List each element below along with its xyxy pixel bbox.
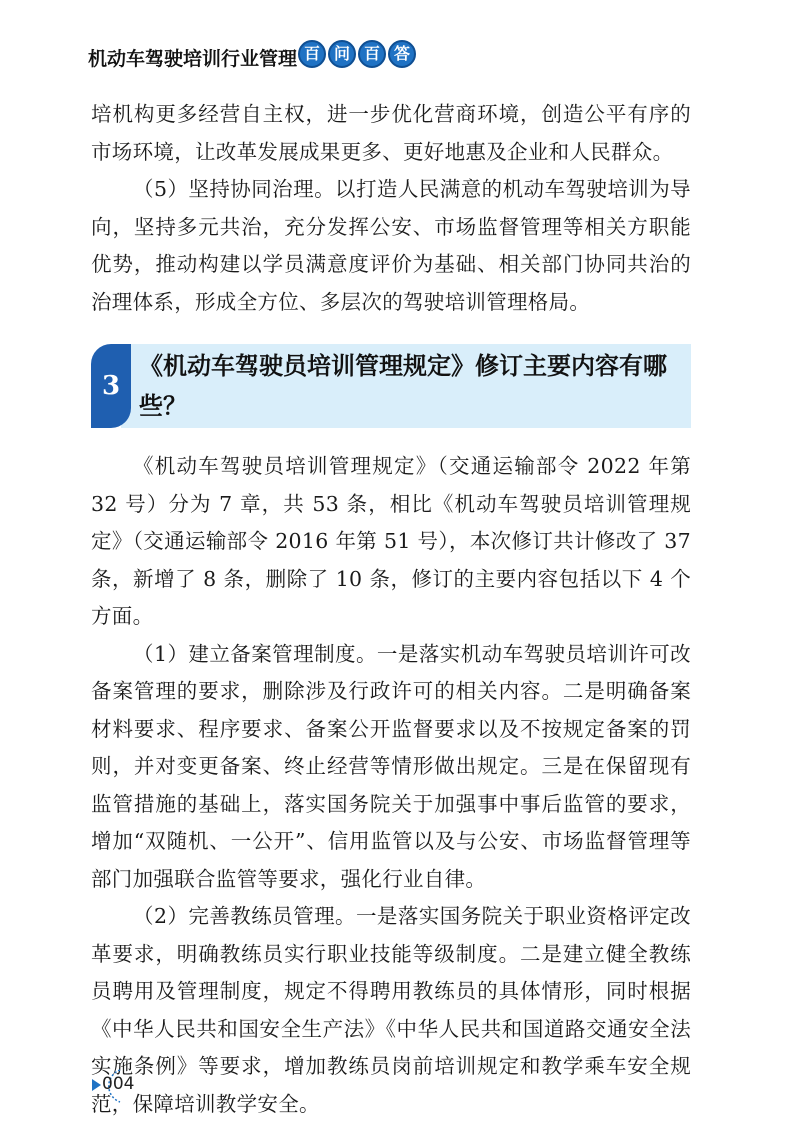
- series-badge: 百: [358, 40, 386, 68]
- book-title: 机动车驾驶培训行业管理: [88, 48, 298, 70]
- page-number: 004: [102, 1074, 135, 1094]
- top-text-block: [91, 96, 691, 321]
- paragraph: 《机动车驾驶员培训管理规定》（交通运输部令 2022 年第 32 号）分为 7 章，共 53 条，相比《机动车驾驶员培训管理规定》（交通运输部令 2016 年第 51 号），本次修订共计修改了 37 条，新增了 8 条，删除了 10 条，修订的主要内容包括以下 4 个方面。: [91, 454, 691, 628]
- running-header: [88, 40, 708, 84]
- series-badge: 答: [388, 40, 416, 68]
- paragraph: （2）完善教练员管理。一是落实国务院关于职业资格评定改革要求，明确教练员实行职业技能等级制度。二是建立健全教练员聘用及管理制度，规定不得聘用教练员的具体情形，同时根据《中华人民共和国安全生产法》《中华人民共和国道路交通安全法实施条例》等要求，增加教练员岗前培训规定和教学乘车安全规范，保障培训教学安全。: [91, 904, 691, 1116]
- triangle-marker-icon: [92, 1079, 102, 1091]
- series-badge: 问: [328, 40, 356, 68]
- section-title: 《机动车驾驶员培训管理规定》修订主要内容有哪些？: [139, 352, 667, 420]
- body-text-block: [91, 448, 691, 1123]
- paragraph: （5）坚持协同治理。以打造人民满意的机动车驾驶培训为导向，坚持多元共治，充分发挥公安、市场监督管理等相关方职能优势，推动构建以学员满意度评价为基础、相关部门协同共治的治理体系，形成全方位、多层次的驾驶培训管理格局。: [91, 177, 691, 314]
- series-badges: [298, 40, 416, 68]
- paragraph: 培机构更多经营自主权，进一步优化营商环境，创造公平有序的市场环境，让改革发展成果更多、更好地惠及企业和人民群众。: [91, 102, 691, 164]
- section-heading: [91, 344, 691, 428]
- section-number: 3: [91, 344, 131, 428]
- paragraph: （1）建立备案管理制度。一是落实机动车驾驶员培训许可改备案管理的要求，删除涉及行政许可的相关内容。二是明确备案材料要求、程序要求、备案公开监督要求以及不按规定备案的罚则，并对变更备案、终止经营等情形做出规定。三是在保留现有监管措施的基础上，落实国务院关于加强事中事后监管的要求，增加“双随机、一公开”、信用监管以及与公安、市场监督管理等部门加强联合监管等要求，强化行业自律。: [91, 641, 691, 891]
- page-footer: [88, 1068, 148, 1104]
- series-badge: 百: [298, 40, 326, 68]
